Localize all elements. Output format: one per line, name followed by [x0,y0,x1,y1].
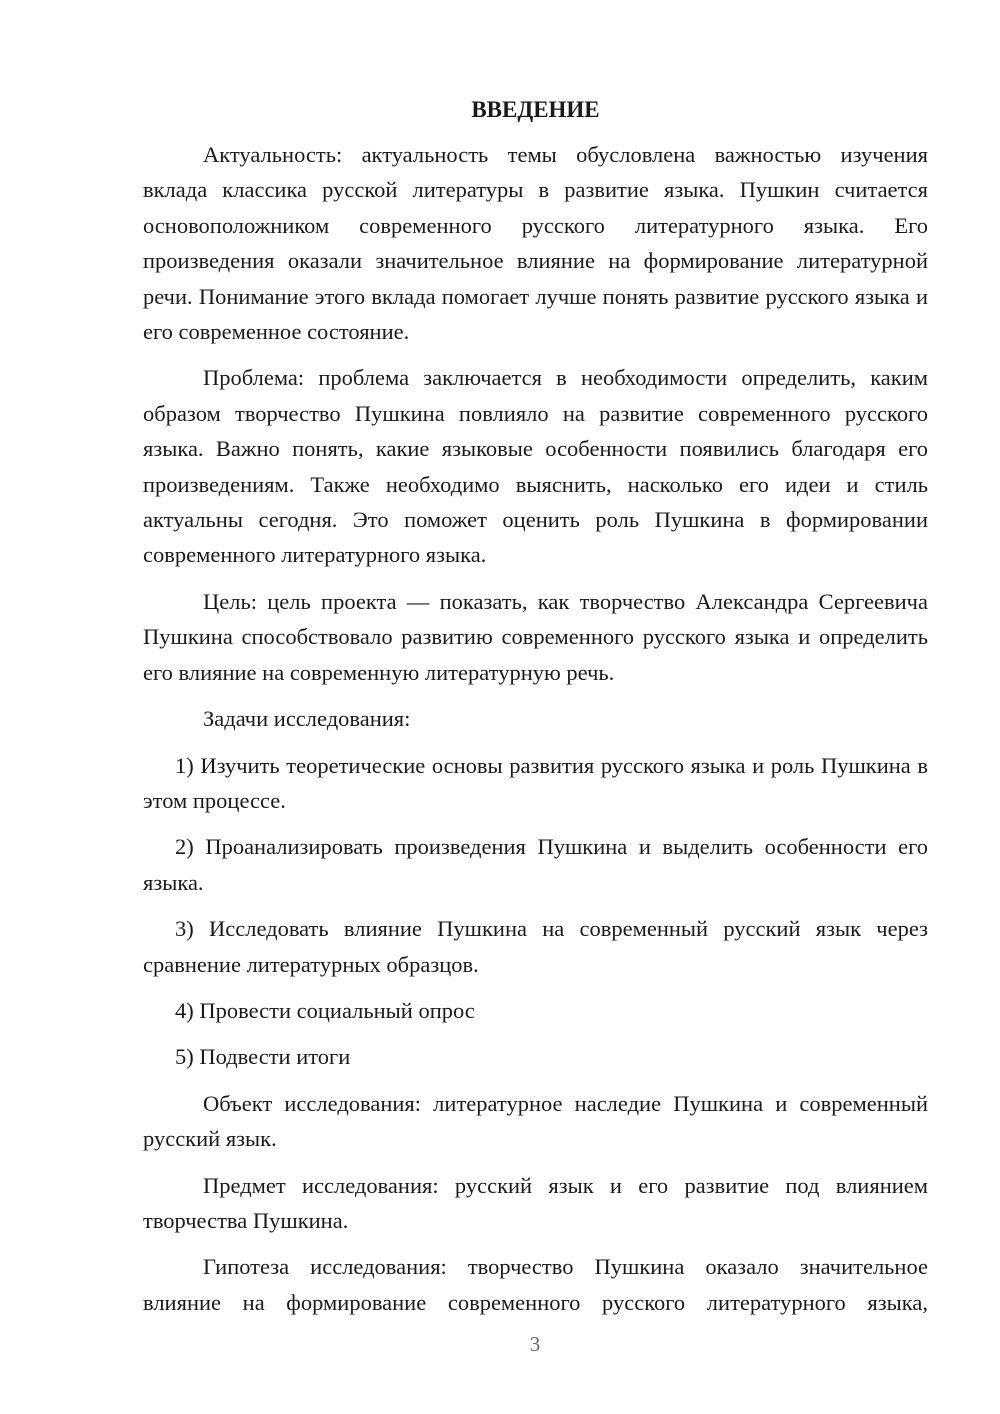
task-item-3: 3) Исследовать влияние Пушкина на современный русский язык через сравнение литературных образцов. [143,916,928,977]
paragraph-object: Объект исследования: литературное наследие Пушкина и современный русский язык. [143,1090,928,1152]
page-number: 3 [529,1332,541,1356]
tasks-heading: Задачи исследования: [203,706,411,732]
task-item-1: 1) Изучить теоретические основы развития русского языка и роль Пушкина в этом процессе. [143,752,928,813]
task-item-2: 2) Проанализировать произведения Пушкина и выделить особенности его языка. [143,834,928,895]
paragraph-relevance: Актуальность: актуальность темы обусловлена важностью изучения вклада классика русской литературы в развитие языка. Пушкин считается основоположником современного русского литературного языка. Его произведения оказали значительное влияние на формирование литературной речи. Понимание этого вклада помогает лучше понять развитие русского языка и его современное состояние. [143,142,928,345]
paragraph-hypothesis: Гипотеза исследования: творчество Пушкина оказало значительное влияние на формирование современного русского литературного языка, [143,1254,928,1315]
document-page [143,92,928,1331]
paragraph-subject: Предмет исследования: русский язык и его развитие под влиянием творчества Пушкина. [143,1172,928,1233]
task-item-4: 4) Провести социальный опрос [175,997,475,1023]
page-title: ВВЕДЕНИЕ [471,97,600,122]
paragraph-problem: Проблема: проблема заключается в необходимости определить, каким образом творчество Пушкина повлияло на развитие современного русского языка. Важно понять, какие языковые особенности появились благодаря его произведениям. Также необходимо выяснить, насколько его идеи и стиль актуальны сегодня. Это поможет оценить роль Пушкина в формировании современного литературного языка. [143,365,928,568]
task-item-5: 5) Подвести итоги [175,1044,351,1070]
paragraph-goal: Цель: цель проекта — показать, как творчество Александра Сергеевича Пушкина способствовало развитию современного русского языка и определить его влияние на современную литературную речь. [143,588,928,685]
